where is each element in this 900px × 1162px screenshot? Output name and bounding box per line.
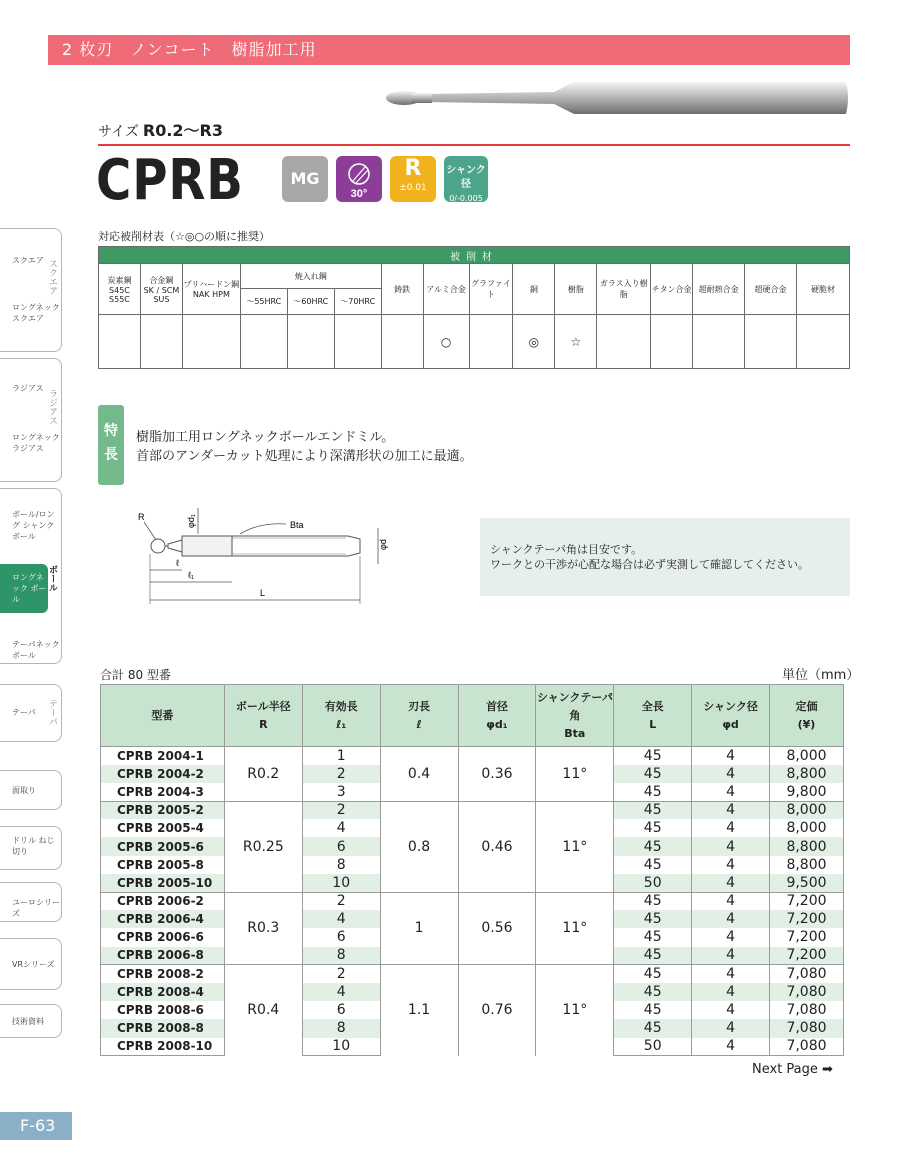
feature-line: 首部のアンダーカット処理により深溝形状の加工に最適。 [136,449,473,464]
size-line [98,118,223,141]
cell-shank-diameter: 4 [692,856,770,874]
mat-cast-iron: 鋳鉄 [381,264,423,315]
sidebar-vert-label: ラジアス [47,389,57,425]
cell-overall-length: 45 [614,1001,692,1019]
mark-resin: ☆ [555,315,597,369]
shank-tol: 0/-0.005 [449,194,483,203]
cell-price: 8,800 [769,765,843,783]
table-row [101,801,844,819]
cell-effective-length: 4 [302,983,380,1001]
mat-alloy: 合金鋼 SK / SCM SUS [140,264,182,315]
cell-overall-length: 45 [614,892,692,910]
cell-effective-length: 6 [302,1001,380,1019]
cell-shank-diameter: 4 [692,1019,770,1037]
cell-model: CPRB 2005-6 [101,837,225,855]
label-l: ℓ [176,558,179,568]
sidebar-vert-label: スクエア [47,259,57,295]
cell-model: CPRB 2005-4 [101,819,225,837]
cell-shank-diameter: 4 [692,874,770,892]
model-title: CPRB [96,148,244,213]
sidebar-item-longneck-ball[interactable]: ロングネック ボール [0,564,48,613]
cell-effective-length: 8 [302,1019,380,1037]
cell-model: CPRB 2004-3 [101,783,225,801]
cell-effective-length: 6 [302,928,380,946]
cell-overall-length: 45 [614,856,692,874]
th-d: シャンク径 φd [692,685,770,747]
cell-flute-length: 1.1 [380,965,458,1056]
mat-titanium: チタン合金 [651,264,693,315]
cell-shank-taper: 11° [536,892,614,965]
spec-table [100,684,844,1056]
cell-shank-diameter: 4 [692,910,770,928]
cell-model: CPRB 2005-2 [101,801,225,819]
cell-shank-diameter: 4 [692,892,770,910]
material-table [98,246,850,369]
label-bta: Bta [290,520,304,530]
th-L: 全長 L [614,685,692,747]
shank-label: シャンク径 [446,165,486,190]
unit-label: 単位（mm） [782,668,860,683]
label-L: L [260,588,266,598]
sidebar-tab-square[interactable] [0,228,62,352]
cell-model: CPRB 2005-8 [101,856,225,874]
cell-price: 8,000 [769,801,843,819]
cell-effective-length: 8 [302,947,380,965]
cell-neck-diameter: 0.46 [458,801,536,892]
sidebar-item-radius[interactable]: ラジアス [12,384,44,393]
cell-price: 9,800 [769,783,843,801]
cell-model: CPRB 2006-4 [101,910,225,928]
cell-shank-diameter: 4 [692,801,770,819]
cell-overall-length: 50 [614,1038,692,1056]
helix-angle-badge [336,156,382,202]
mat-brittle: 硬脆材 [796,264,849,315]
total-count: 合計 80 型番 [100,668,171,682]
category-title-bar [48,35,850,65]
sidebar-item-square[interactable]: スクエア [12,256,44,265]
cell-shank-diameter: 4 [692,983,770,1001]
cell-price: 8,000 [769,819,843,837]
radius-tolerance-badge [390,156,436,202]
cell-model: CPRB 2006-6 [101,928,225,946]
helix-icon [336,156,382,202]
cell-model: CPRB 2008-6 [101,1001,225,1019]
dimension-drawing [120,498,400,608]
note-line: シャンクテーパ角は目安です。 [490,543,643,556]
page-number: F-63 [0,1112,72,1140]
cell-flute-length: 0.8 [380,801,458,892]
cell-neck-diameter: 0.36 [458,747,536,802]
cell-shank-taper: 11° [536,965,614,1056]
r-tol: ±0.01 [399,183,427,193]
cell-shank-taper: 11° [536,801,614,892]
cell-neck-diameter: 0.56 [458,892,536,965]
sidebar-item-vr[interactable]: VRシリーズ [12,960,55,969]
sidebar-tab-tech[interactable] [0,1004,62,1038]
cell-effective-length: 4 [302,819,380,837]
mat-graphite: グラファイト [469,264,513,315]
sidebar-tab-chamfer[interactable] [0,770,62,810]
sidebar-item-longneck-radius[interactable]: ロングネック ラジアス [12,433,60,453]
cell-shank-diameter: 4 [692,765,770,783]
r-label: R [404,156,422,181]
cell-price: 7,080 [769,1038,843,1056]
size-label: サイズ [98,124,139,140]
table-row [101,747,844,765]
cell-flute-length: 1 [380,892,458,965]
th-price: 定価 (¥) [769,685,843,747]
mark-copper: ◎ [513,315,555,369]
cell-shank-diameter: 4 [692,928,770,946]
cell-shank-diameter: 4 [692,837,770,855]
table-row [101,965,844,983]
mat-70hrc: ～70HRC [334,289,381,315]
mat-copper: 銅 [513,264,555,315]
cell-shank-diameter: 4 [692,965,770,983]
size-value: R0.2～R3 [142,121,224,140]
material-group-header: 被削材 [99,247,850,264]
label-l1: ℓ₁ [188,570,194,580]
cell-shank-taper: 11° [536,747,614,802]
sidebar-tab-radius[interactable] [0,358,62,482]
cell-overall-length: 50 [614,874,692,892]
cell-effective-length: 6 [302,837,380,855]
cell-effective-length: 10 [302,874,380,892]
cell-price: 7,200 [769,892,843,910]
cell-ball-radius: R0.25 [224,801,302,892]
cell-overall-length: 45 [614,765,692,783]
cell-price: 8,000 [769,747,843,765]
cell-price: 7,080 [769,965,843,983]
cell-model: CPRB 2004-2 [101,765,225,783]
label-d1: φd₁ [186,514,196,528]
th-r: ボール半径 R [224,685,302,747]
cell-overall-length: 45 [614,910,692,928]
mat-heat-resistant: 超耐熱合金 [693,264,745,315]
cell-effective-length: 2 [302,892,380,910]
category-title: 2 枚刃 ノンコート 樹脂加工用 [62,40,317,59]
mat-resin: 樹脂 [555,264,597,315]
cell-effective-length: 2 [302,801,380,819]
mat-hardened: 焼入れ鋼 [240,264,381,289]
cell-effective-length: 4 [302,910,380,928]
shank-tolerance-badge [444,156,488,202]
label-R: R [138,512,145,522]
label-d: φd [378,539,388,550]
feature-line: 樹脂加工用ロングネックボールエンドミル。 [136,430,395,445]
divider [98,144,850,146]
mark-aluminum: ○ [423,315,469,369]
cell-ball-radius: R0.2 [224,747,302,802]
cell-model: CPRB 2008-4 [101,983,225,1001]
sidebar-item-ball[interactable]: ボール/ロング シャンクボール [12,510,55,541]
cell-overall-length: 45 [614,783,692,801]
cell-price: 9,500 [769,874,843,892]
cell-overall-length: 45 [614,819,692,837]
cell-price: 7,200 [769,910,843,928]
cell-overall-length: 45 [614,801,692,819]
th-d1: 首径 φd₁ [458,685,536,747]
cell-effective-length: 3 [302,783,380,801]
mg-label: MG [290,169,320,188]
cell-overall-length: 45 [614,983,692,1001]
cell-ball-radius: R0.3 [224,892,302,965]
cell-effective-length: 10 [302,1038,380,1056]
table-row [101,892,844,910]
mat-aluminum: アルミ合金 [423,264,469,315]
cell-effective-length: 8 [302,856,380,874]
mat-carbide: 超硬合金 [745,264,797,315]
cell-overall-length: 45 [614,1019,692,1037]
cell-effective-length: 2 [302,765,380,783]
sidebar-item-tech[interactable]: 技術資料 [12,1017,44,1026]
cell-shank-diameter: 4 [692,747,770,765]
cell-overall-length: 45 [614,928,692,946]
cell-price: 8,800 [769,856,843,874]
cell-shank-diameter: 4 [692,1001,770,1019]
end-mill-image [384,78,850,118]
cell-model: CPRB 2004-1 [101,747,225,765]
sidebar-item-taper[interactable]: テーパ [12,708,36,717]
cell-price: 7,080 [769,1019,843,1037]
sidebar-item-drill[interactable]: ドリル ねじ切り [12,836,55,856]
cell-overall-length: 45 [614,747,692,765]
mat-60hrc: ～60HRC [287,289,334,315]
cell-shank-diameter: 4 [692,783,770,801]
mat-glass-resin: ガラス入り樹脂 [597,264,651,315]
cell-price: 7,200 [769,928,843,946]
sidebar-vert-label: ボール [47,565,57,592]
cell-model: CPRB 2008-8 [101,1019,225,1037]
cell-price: 7,200 [769,947,843,965]
sidebar-item-chamfer[interactable]: 面取り [12,786,36,795]
th-l: 刃長 ℓ [380,685,458,747]
material-caption: 対応被削材表（☆◎○の順に推奨） [98,230,271,243]
note-line: ワークとの干渉が心配な場合は必ず実測して確認してください。 [490,558,809,571]
th-model: 型番 [101,685,225,747]
mat-prehard: プリハードン鋼 NAK HPM [182,264,240,315]
next-page-link[interactable]: Next Page ➡ [752,1062,833,1077]
angle-label: 30° [350,188,368,200]
note-box [480,518,850,596]
cell-overall-length: 45 [614,837,692,855]
cell-model: CPRB 2006-2 [101,892,225,910]
cell-shank-diameter: 4 [692,819,770,837]
cell-model: CPRB 2008-2 [101,965,225,983]
cell-ball-radius: R0.4 [224,965,302,1056]
cell-model: CPRB 2006-8 [101,947,225,965]
cell-effective-length: 1 [302,747,380,765]
cell-model: CPRB 2008-10 [101,1038,225,1056]
cell-flute-length: 0.4 [380,747,458,802]
cell-overall-length: 45 [614,947,692,965]
th-l1: 有効長 ℓ₁ [302,685,380,747]
mat-55hrc: ～55HRC [240,289,287,315]
cell-price: 7,080 [769,1001,843,1019]
mat-carbon: 炭素鋼 S45C S55C [99,264,141,315]
cell-shank-diameter: 4 [692,1038,770,1056]
cell-effective-length: 2 [302,965,380,983]
sidebar-vert-label: テーパ [47,699,57,726]
sidebar-tab-taper[interactable] [0,684,62,742]
cell-price: 7,080 [769,983,843,1001]
sidebar-tab-vr[interactable] [0,938,62,990]
sidebar-item-euro[interactable]: ユーロシリーズ [12,898,60,918]
cell-neck-diameter: 0.76 [458,965,536,1056]
cell-model: CPRB 2005-10 [101,874,225,892]
sidebar-tab-ball[interactable] [0,488,62,664]
mg-badge [282,156,328,202]
sidebar-tab-drill[interactable] [0,826,62,870]
cell-overall-length: 45 [614,965,692,983]
cell-price: 8,800 [769,837,843,855]
sidebar-item-longneck-square[interactable]: ロングネック スクエア [12,303,60,323]
th-bta: シャンクテーパ角 Bta [536,685,614,747]
feature-tag: 特 長 [98,405,124,485]
sidebar-item-taperneck-ball[interactable]: テーパネック ボール [12,640,60,660]
sidebar-tab-euro[interactable] [0,882,62,922]
feature-text [136,428,473,466]
cell-shank-diameter: 4 [692,947,770,965]
